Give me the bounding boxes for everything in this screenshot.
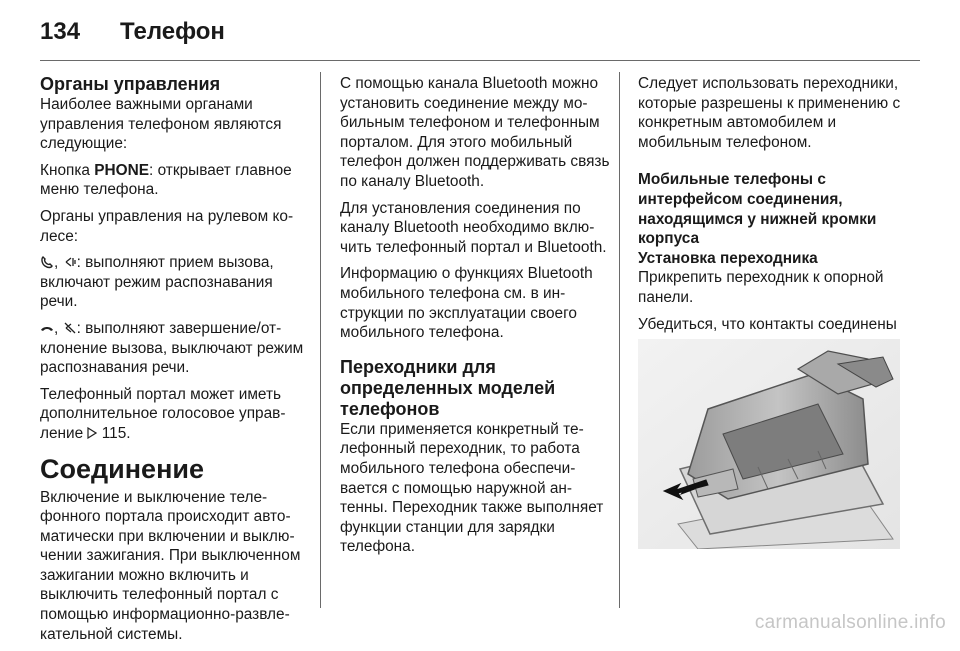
phone-answer-icon <box>40 255 54 269</box>
watermark: carmanualsonline.info <box>754 612 946 633</box>
end-paragraph: , : выполняют завершение/отклонение вызова, выключают режим распознавания речи. <box>40 319 304 377</box>
heading-controls: Органы управления <box>40 74 221 94</box>
adapter-illustration <box>638 339 900 549</box>
voice-off-icon <box>63 321 77 335</box>
connection-paragraph: Включение и выключение телефонного портала происходит автоматически при включении и выключении зажигания. При выключенном зажигании можно включить и выключить телефонный портал с помощью информационно-развлекательной системы. <box>40 488 301 643</box>
intro-paragraph: Наиболее важными органами управления телефоном являются следующие: <box>40 96 282 153</box>
column-divider-1 <box>320 72 321 608</box>
heading-install-adapter: Установка переходника <box>638 249 818 267</box>
contacts-paragraph: Убедиться, что контакты соединены <box>638 315 897 333</box>
phone-end-icon <box>40 321 54 335</box>
bluetooth-paragraph-1: С помощью канала Bluetooth можно установить соединение между мобильным телефоном и телефонным порталом. Для этого мобильный телефон должен поддерживать связь по каналу Bluetooth. <box>340 75 610 190</box>
page-header <box>40 14 225 50</box>
voice-recognition-icon <box>63 255 77 269</box>
column-3 <box>638 74 920 361</box>
column-2 <box>340 74 614 564</box>
install-paragraph: Прикрепить переходник к опорной панели. <box>638 269 884 306</box>
column-1 <box>40 74 312 651</box>
page-reference-arrow-icon <box>87 427 97 439</box>
bluetooth-paragraph-2: Для установления соединения по каналу Bluetooth необходимо включить телефонный портал и Bluetooth. <box>340 199 607 256</box>
bluetooth-paragraph-3: Информацию о функциях Bluetooth мобильного телефона см. в инструкции по эксплуатации своего мобильного телефона. <box>340 265 593 342</box>
answer-paragraph: , : выполняют прием вызова, включают режим распознавания речи. <box>40 254 274 311</box>
header-rule <box>40 60 920 61</box>
heading-phones-bottom-connector: Мобильные телефоны с интерфейсом соединения, находящимся у нижней кромки корпуса <box>638 171 877 248</box>
phone-key-label: PHONE <box>94 161 150 179</box>
page-title: Телефон <box>120 18 225 45</box>
heading-adapters: Переходники для определенных моделей телефонов <box>340 356 556 419</box>
adapter-photo <box>638 339 900 549</box>
phone-key-paragraph: Кнопка PHONE: открывает главное меню телефона. <box>40 161 292 199</box>
heading-connection: Соединение <box>40 453 204 484</box>
voice-paragraph: Телефонный портал может иметь дополнительное голосовое управление 115. <box>40 385 286 442</box>
page-number: 134 <box>40 18 81 45</box>
adapters-approved-paragraph: Следует использовать переходники, которые разрешены к применению с конкретным автомобилем и мобильным телефоном. <box>638 75 901 151</box>
adapters-paragraph: Если применяется конкретный телефонный переходник, то работа мобильного телефона обеспечивается с помощью наружной антенны. Переходник также выполняет функции станции для зарядки телефона. <box>340 420 604 556</box>
column-divider-2 <box>619 72 620 608</box>
steering-paragraph: Органы управления на рулевом колесе: <box>40 207 294 245</box>
page-reference: 115. <box>101 424 131 442</box>
